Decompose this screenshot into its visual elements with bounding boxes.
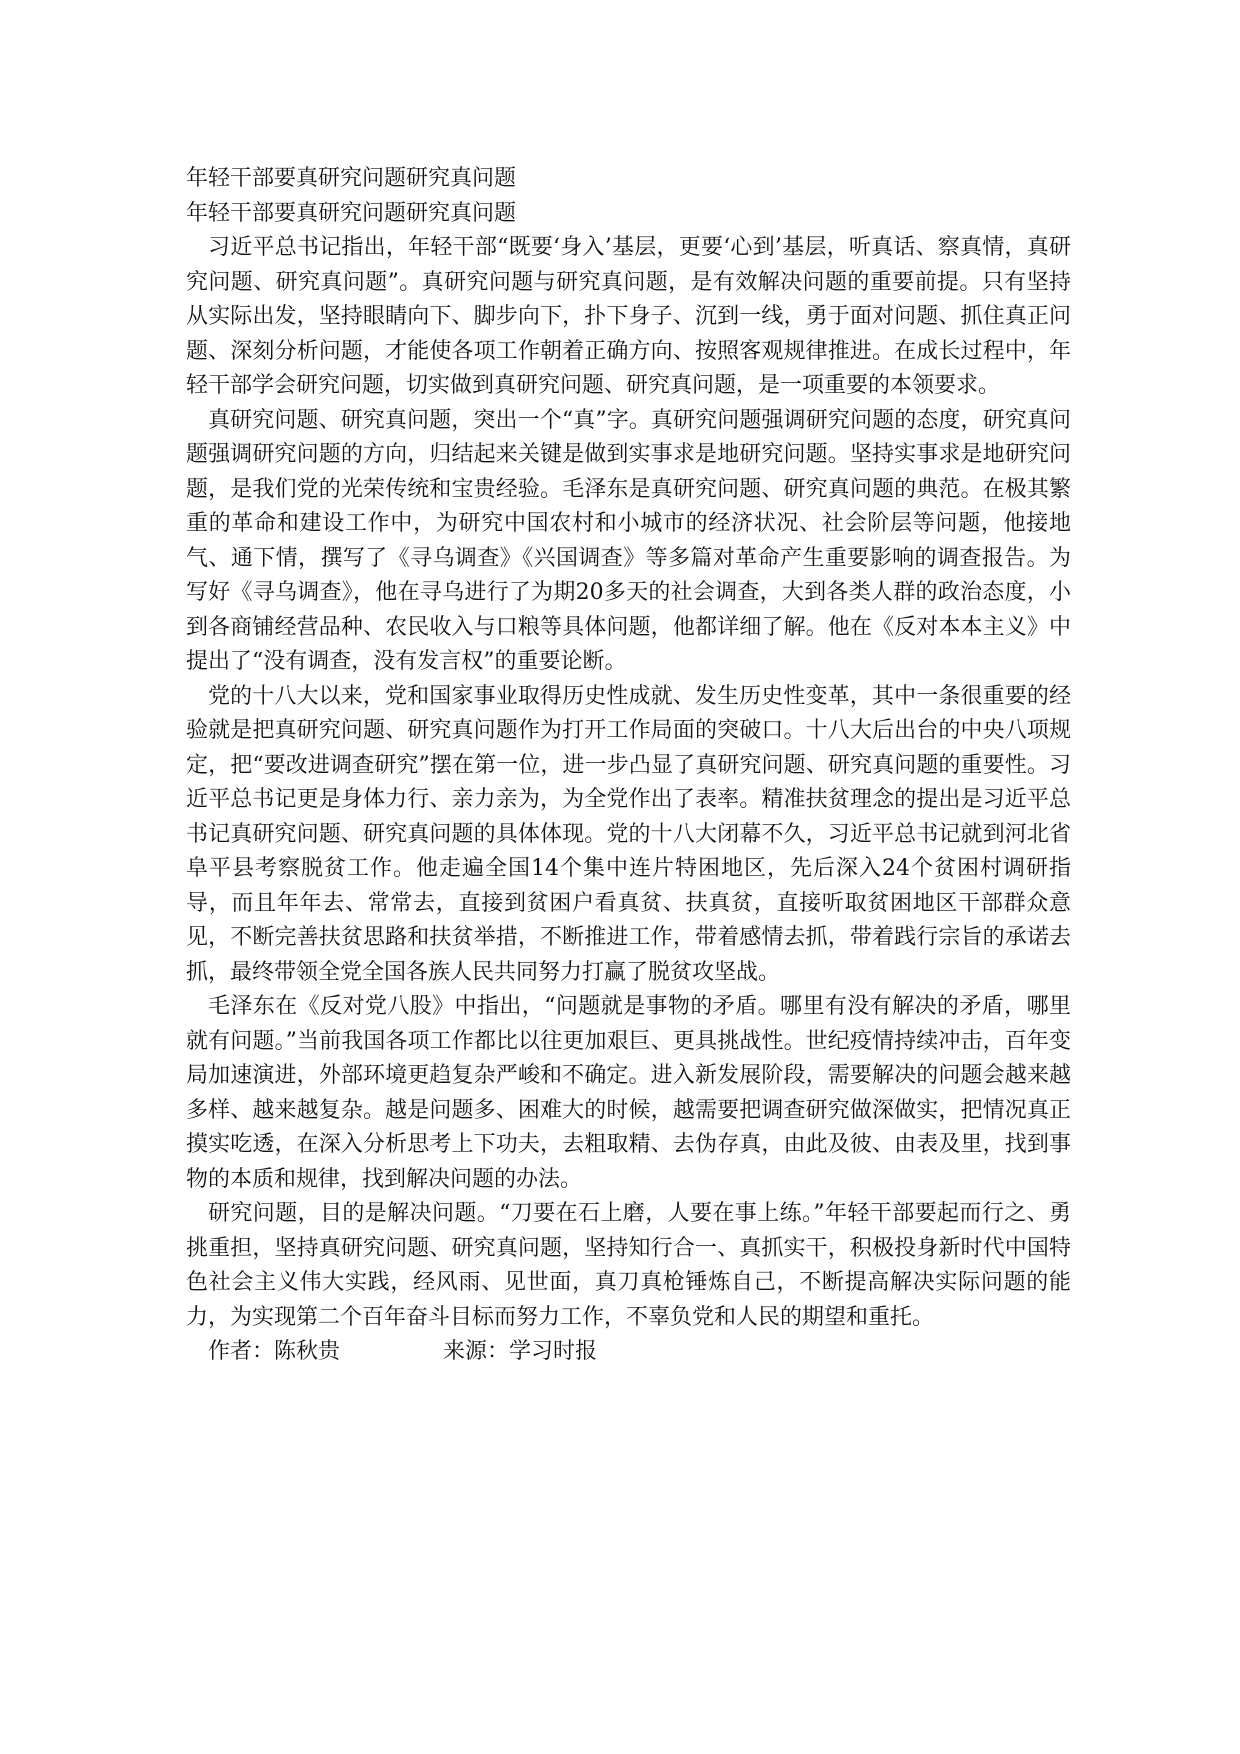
paragraph-4: 毛泽东在《反对党八股》中指出，“问题就是事物的矛盾。哪里有没有解决的矛盾，哪里就有问题。”当前我国各项工作都比以往更加艰巨、更具挑战性。世纪疫情持续冲击，百年变局加速演进，外部环境更趋复杂严峻和不确定。进入新发展阶段，需要解决的问题会越来越多样、越来越复杂。越是问题多、困难大的时候，越需要把调查研究做深做实，把情况真正摸实吃透，在深入分析思考上下功夫，去粗取精、去伪存真，由此及彼、由表及里，找到事物的本质和规律，找到解决问题的办法。 [186, 994, 1071, 1192]
paragraph-5: 研究问题，目的是解决问题。“刀要在石上磨，人要在事上练。”年轻干部要起而行之、勇挑重担，坚持真研究问题、研究真问题，坚持知行合一、真抓实干，积极投身新时代中国特色社会主义伟大实践，经风雨、见世面，真刀真枪锤炼自己，不断提高解决实际问题的能力，为实现第二个百年奋斗目标而努力工作，不辜负党和人民的期望和重托。 [186, 1201, 1071, 1330]
author-label: 作者：陈秋贵 [208, 1339, 341, 1364]
paragraph-1: 习近平总书记指出，年轻干部“既要‘身入’基层，更要‘心到’基层，听真话、察真情，真研究问题、研究真问题”。真研究问题与研究真问题，是有效解决问题的重要前提。只有坚持从实际出发，坚持眼睛向下、脚步向下，扑下身子、沉到一线，勇于面对问题、抓住真正问题、深刻分析问题，才能使各项工作朝着正确方向、按照客观规律推进。在成长过程中，年轻干部学会研究问题，切实做到真研究问题、研究真问题，是一项重要的本领要求。 [186, 235, 1071, 398]
article-subtitle: 年轻干部要真研究问题研究真问题 [186, 200, 517, 226]
article-title: 年轻干部要真研究问题研究真问题 [186, 166, 517, 191]
paragraph-2: 真研究问题、研究真问题，突出一个“真”字。真研究问题强调研究问题的态度，研究真问题强调研究问题的方向，归结起来关键是做到实事求是地研究问题。坚持实事求是地研究问题，是我们党的光荣传统和宝贵经验。毛泽东是真研究问题、研究真问题的典范。在极其繁重的革命和建设工作中，为研究中国农村和小城市的经济状况、社会阶层等问题，他接地气、通下情，撰写了《寻乌调查》《兴国调查》等多篇对革命产生重要影响的调查报告。为写好《寻乌调查》，他在寻乌进行了为期20多天的社会调查，大到各类人群的政治态度，小到各商铺经营品种、农民收入与口粮等具体问题，他都详细了解。他在《反对本本主义》中提出了“没有调查，没有发言权”的重要论断。 [186, 407, 1071, 674]
article-body [186, 162, 1071, 1370]
source-label: 来源：学习时报 [443, 1339, 598, 1364]
byline [186, 1335, 1071, 1370]
paragraph-3: 党的十八大以来，党和国家事业取得历史性成就、发生历史性变革，其中一条很重要的经验就是把真研究问题、研究真问题作为打开工作局面的突破口。十八大后出台的中央八项规定，把“要改进调查研究”摆在第一位，进一步凸显了真研究问题、研究真问题的重要性。习近平总书记更是身体力行、亲力亲为，为全党作出了表率。精准扶贫理念的提出是习近平总书记真研究问题、研究真问题的具体体现。党的十八大闭幕不久，习近平总书记就到河北省阜平县考察脱贫工作。他走遍全国14个集中连片特困地区，先后深入24个贫困村调研指导，而且年年去、常常去，直接到贫困户看真贫、扶真贫，直接听取贫困地区干部群众意见，不断完善扶贫思路和扶贫举措，不断推进工作，带着感情去抓，带着践行宗旨的承诺去抓，最终带领全党全国各族人民共同努力打赢了脱贫攻坚战。 [186, 683, 1071, 985]
